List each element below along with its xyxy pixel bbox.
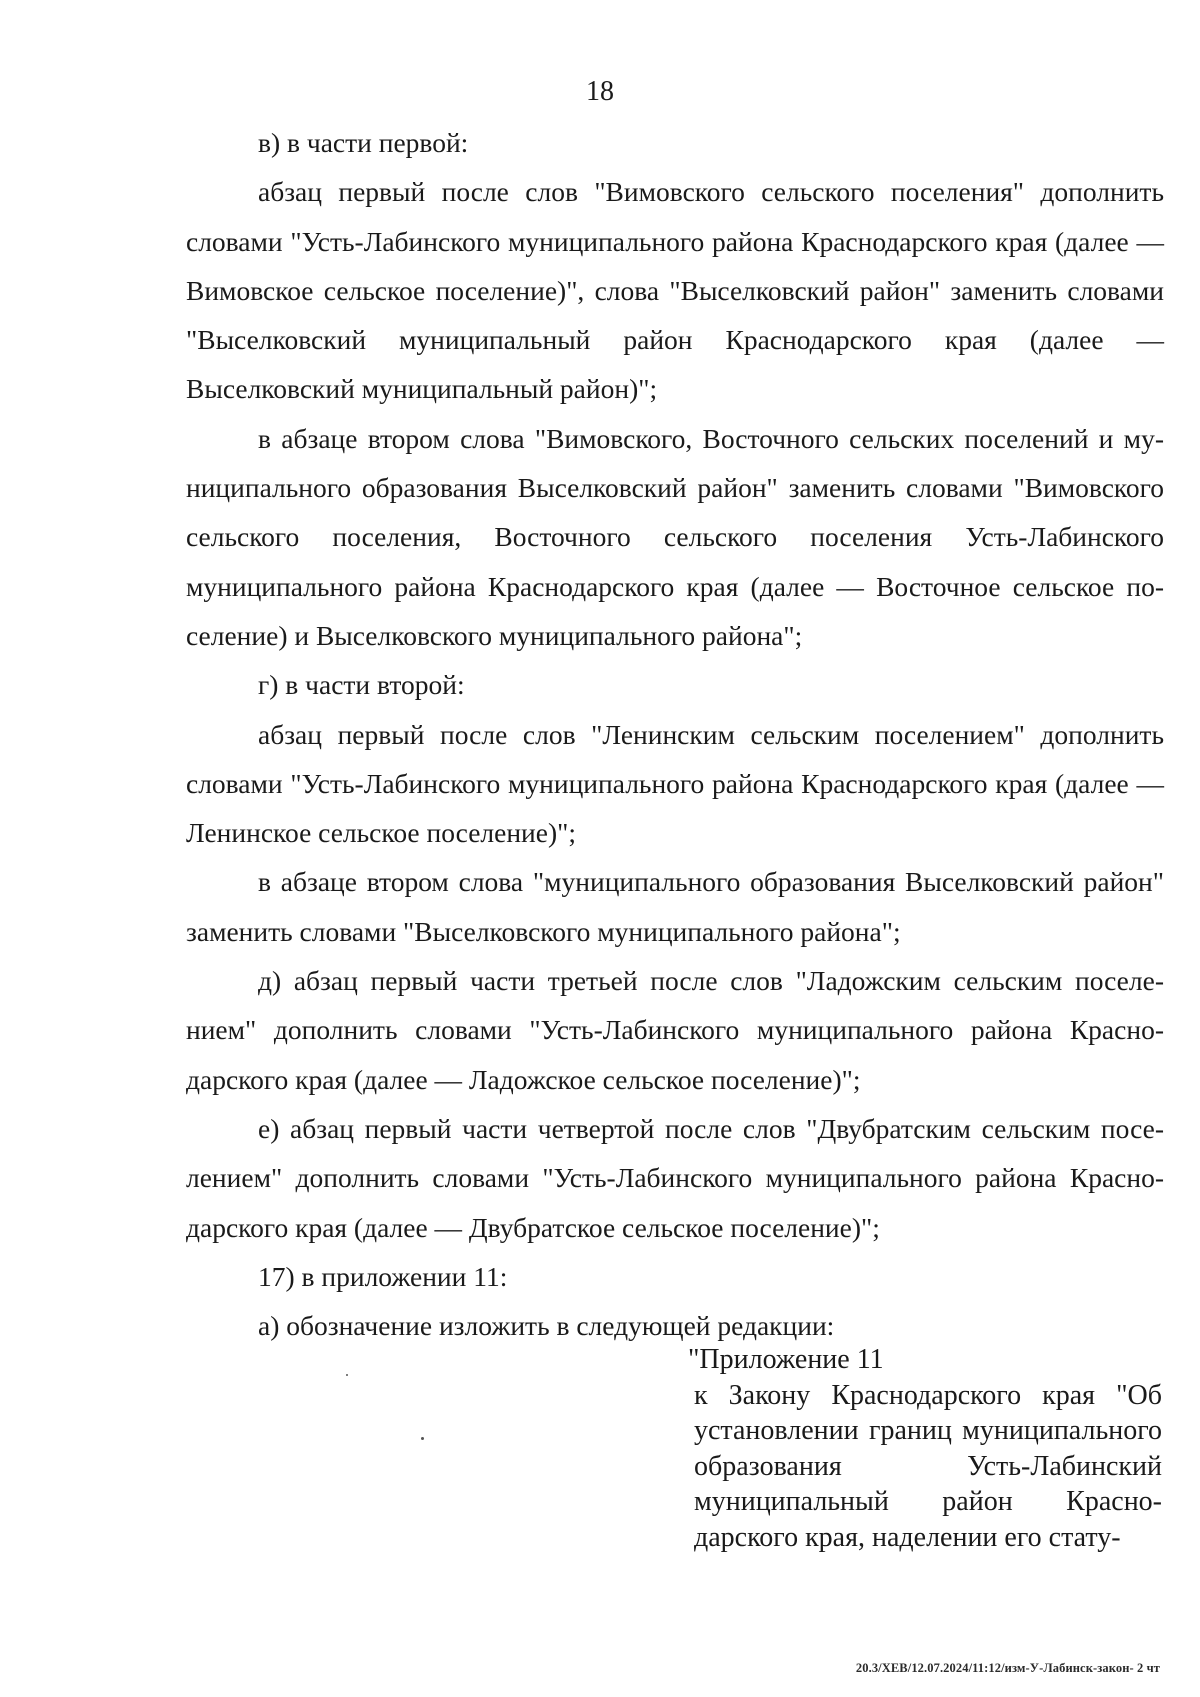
paragraph-item-d: д) абзац первый части третьей после слов "Ладожским сельским поселением" дополнить словами "Усть-Лабинского муниципального района Краснодарского края (далее — Ладожское сельское поселение)"; [186, 965, 1164, 1095]
paragraph-item-17: 17) в приложении 11: [258, 1260, 508, 1292]
scan-speck [346, 1374, 348, 1376]
paragraph-vimovskoe-first: абзац первый после слов "Вимовского сельского поселения" дополнить словами "Усть-Лабинского муниципального района Краснодарского края (далее — Вимовское сельское поселение)", слова "Выселковский район" заменить словами "Выселковский муниципальный район Краснодарского края (далее — Выселковский муниципальный район)"; [186, 176, 1164, 405]
appendix-header-block [688, 1342, 1162, 1556]
appendix-body: к Закону Краснодарского края "Об установлении границ муниципального образования Усть-Лабинский муниципальный район Краснодарского края, наделении его стату- [694, 1379, 1162, 1553]
paragraph-item-v: в) в части первой: [258, 127, 469, 158]
document-footer-code: 20.3/ХЕВ/12.07.2024/11:12/изм-У-Лабинск-закон- 2 чт [855, 1661, 1160, 1675]
paragraph-item-e: е) абзац первый части четвертой после слов "Двубратским сельским поселением" дополнить словами "Усть-Лабинского муниципального района Краснодарского края (далее — Двубратское сельское поселение)"; [186, 1112, 1164, 1243]
document-body [186, 118, 1164, 1350]
page-number: 18 [586, 76, 614, 107]
paragraph-leninskoe-second: в абзаце втором слова "муниципального образования Выселковский район" заменить словами "Выселковского муниципального района"; [186, 866, 1164, 947]
paragraph-leninskoe-first: абзац первый после слов "Ленинским сельским поселением" дополнить словами "Усть-Лабинского муниципального района Краснодарского края (далее — Ленинское сельское поселение)"; [186, 718, 1164, 849]
paragraph-vimovskoe-second: в абзаце втором слова "Вимовского, Восточного сельских поселений и муниципального образования Выселковский район" заменить словами "Вимовского сельского поселения, Восточного сельского поселения Усть-Лабинского муниципального района Краснодарского края (далее — Восточное сельское поселение) и Выселковского муниципального района"; [186, 422, 1164, 651]
paragraph-item-a: а) обозначение изложить в следующей редакции: [258, 1310, 835, 1342]
paragraph-item-g: г) в части второй: [258, 669, 465, 701]
appendix-title: "Приложение 11 [688, 1344, 884, 1375]
scan-speck [421, 1437, 424, 1440]
